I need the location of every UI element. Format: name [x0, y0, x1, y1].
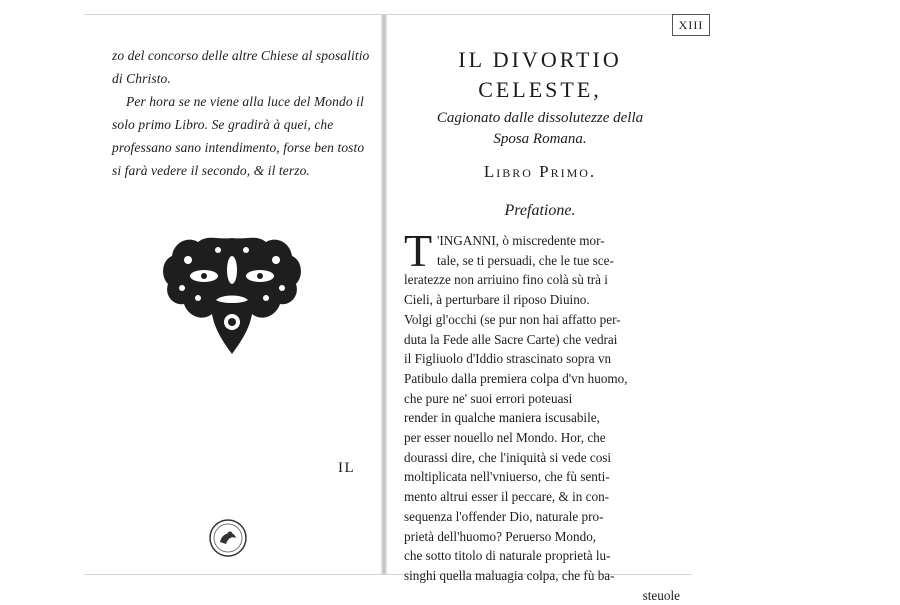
body-line: tale, se ti persuadi, che le tue sce-	[437, 252, 614, 268]
body-line: leratezze non arriuino fino colà sù trà i	[404, 272, 608, 288]
body-line: dourassi dire, che l'iniquità si vede cosi	[404, 449, 612, 465]
body-line: Cieli, à perturbare il riposo Diuino.	[404, 292, 590, 308]
body-line: singhi quella maluagia colpa, che fù ba-	[404, 567, 615, 583]
section-heading: Prefatione.	[504, 202, 576, 219]
catchword: IL	[338, 460, 356, 476]
folio-number: XIII	[672, 14, 710, 36]
subtitle	[405, 108, 675, 150]
body-line: mento altrui esser il peccare, & in con-	[404, 489, 610, 505]
body-line: Patibulo dalla premiera colpa d'vn huomo,	[404, 370, 628, 386]
body-line: duta la Fede alle Sacre Carte) che vedrai	[404, 331, 618, 347]
left-page-text	[112, 44, 374, 182]
body-line: moltiplicata nell'vniuerso, che fù senti-	[404, 469, 610, 485]
page-top-edge	[84, 14, 692, 15]
book-gutter	[381, 14, 387, 574]
book-heading: Libro Primo.	[483, 162, 597, 181]
subtitle-line-1: Cagionato dalle dissolutezze della	[436, 110, 644, 126]
body-text	[404, 231, 680, 605]
title-line-2: CELESTE,	[478, 77, 602, 102]
body-line: Volgi gl'occhi (se pur non hai affatto per-	[404, 311, 621, 327]
body-line: sequenza l'offender Dio, naturale pro-	[404, 508, 604, 524]
catchword-right: steuole	[642, 587, 680, 603]
body-line: prietà dell'huomo? Peruerso Mondo,	[404, 528, 597, 544]
body-line: che sotto titolo di naturale proprietà lu-	[404, 548, 611, 564]
library-stamp-icon	[206, 516, 250, 560]
title-line-1: IL DIVORTIO	[458, 47, 622, 72]
floral-ornament-icon	[158, 230, 306, 360]
body-line: il Figliuolo d'Iddio strascinato sopra vn	[404, 351, 612, 367]
drop-cap: T	[404, 225, 433, 276]
body-line: che pure ne' suoi errori poteuasi	[404, 390, 573, 406]
left-paragraph-2: Per hora se ne viene alla luce del Mondo il solo primo Libro. Se gradirà à quei, che professano sano intendimento, forse ben tosto si farà vedere il secondo, & il terzo.	[112, 94, 365, 178]
body-line: per esser nouello nel Mondo. Hor, che	[404, 430, 606, 446]
left-paragraph-1: zo del concorso delle altre Chiese al sposalitio di Christo.	[112, 48, 370, 86]
body-line: 'INGANNI, ò miscredente mor-	[437, 233, 605, 248]
subtitle-line-2: Sposa Romana.	[493, 131, 587, 147]
body-line: render in qualche maniera iscusabile,	[404, 410, 600, 426]
